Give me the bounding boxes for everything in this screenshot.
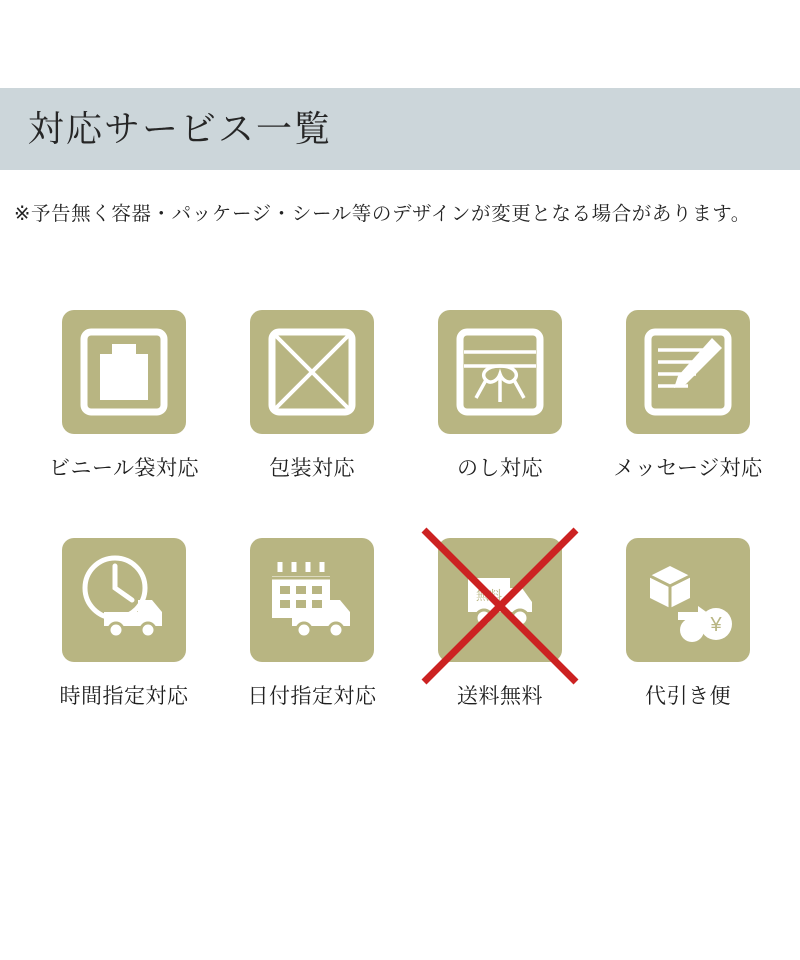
service-item-noshi [406, 310, 594, 500]
service-label: 送料無料 [457, 685, 543, 708]
service-tile [250, 310, 374, 434]
service-label: メッセージ対応 [613, 457, 763, 480]
service-label: 時間指定対応 [59, 685, 189, 708]
service-item-gift-wrapping [218, 310, 406, 500]
service-tile [626, 310, 750, 434]
service-tile [62, 310, 186, 434]
page-title: 対応サービス一覧 [28, 108, 333, 149]
calendar-truck-icon [250, 538, 374, 662]
service-tile [626, 538, 750, 662]
clock-truck-icon [62, 538, 186, 662]
service-item-message-card [594, 310, 782, 500]
noshi-icon [438, 310, 562, 434]
service-label: 日付指定対応 [247, 685, 377, 708]
service-item-time-specified [30, 538, 218, 728]
service-label: 代引き便 [645, 685, 731, 708]
service-item-cash-on-delivery [594, 538, 782, 728]
service-tile [250, 538, 374, 662]
gift-wrap-icon [250, 310, 374, 434]
cash-on-delivery-icon [626, 538, 750, 662]
service-tile [62, 538, 186, 662]
free-shipping-icon [438, 538, 562, 662]
service-icon-grid [30, 310, 782, 728]
plastic-bag-icon [62, 310, 186, 434]
service-item-free-shipping [406, 538, 594, 728]
service-label: 包装対応 [269, 457, 355, 480]
service-tile [438, 538, 562, 662]
page-title-band [0, 88, 800, 170]
service-label: ビニール袋対応 [48, 457, 200, 480]
message-card-icon [626, 310, 750, 434]
service-tile [438, 310, 562, 434]
svg-text:無料: 無料 [475, 588, 503, 603]
disclaimer-note: ※予告無く容器・パッケージ・シール等のデザインが変更となる場合があります。 [14, 203, 751, 225]
service-label: のし対応 [457, 457, 543, 480]
service-item-date-specified [218, 538, 406, 728]
service-item-plastic-bag [30, 310, 218, 500]
svg-text:¥: ¥ [710, 614, 722, 636]
